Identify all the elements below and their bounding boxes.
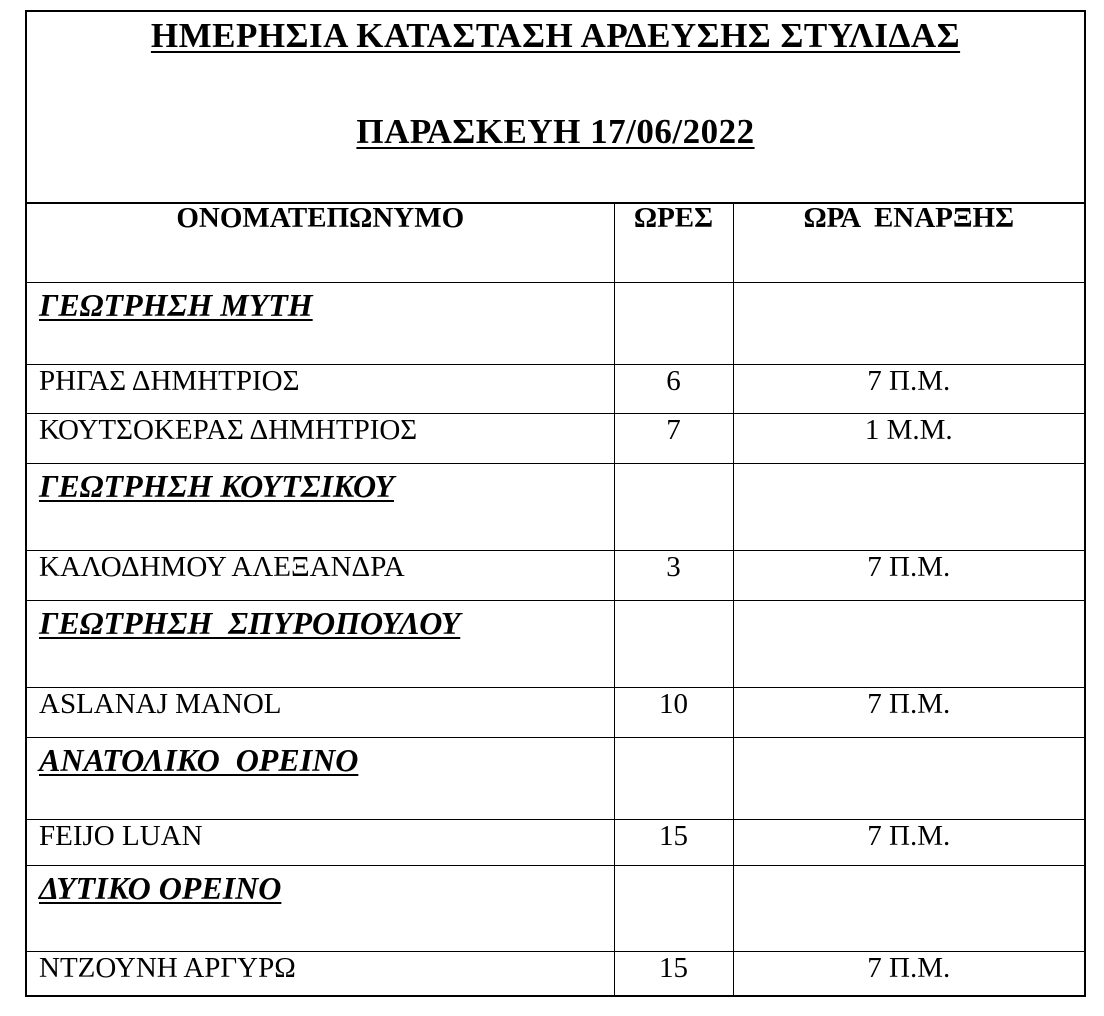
row-name: ΝΤΖΟΥΝΗ ΑΡΓΥΡΩ (27, 951, 614, 996)
row-hours: 3 (614, 550, 733, 600)
row-name: ΚΑΛΟΔΗΜΟΥ ΑΛΕΞΑΝΔΡΑ (27, 550, 614, 600)
row-start-time: 1 Μ.Μ. (733, 413, 1084, 463)
section-row (27, 737, 1084, 819)
row-start-time: 7 Π.Μ. (733, 951, 1084, 996)
table-row (27, 951, 1084, 996)
row-hours: 6 (614, 364, 733, 413)
row-hours: 10 (614, 687, 733, 737)
row-hours: 7 (614, 413, 733, 463)
table-row (27, 687, 1084, 737)
row-start-time: 7 Π.Μ. (733, 550, 1084, 600)
row-start-time: 7 Π.Μ. (733, 364, 1084, 413)
row-hours: 15 (614, 819, 733, 865)
section-label: ΓΕΩΤΡΗΣΗ ΜΥΤΗ (39, 286, 313, 323)
section-row (27, 600, 1084, 687)
row-name: ASLANAJ MANOL (27, 687, 614, 737)
document-sheet (25, 10, 1086, 997)
row-hours: 15 (614, 951, 733, 996)
header-hours: ΩΡΕΣ (614, 202, 733, 282)
row-start-time: 7 Π.Μ. (733, 819, 1084, 865)
section-label: ΓΕΩΤΡΗΣΗ ΣΠΥΡΟΠΟΥΛΟΥ (39, 604, 461, 641)
header-name: ΟΝΟΜΑΤΕΠΩΝΥΜΟ (27, 202, 614, 282)
row-name: ΚΟΥΤΣΟΚΕΡΑΣ ΔΗΜΗΤΡΙΟΣ (27, 413, 614, 463)
section-label: ΑΝΑΤΟΛΙΚΟ ΟΡΕΙΝΟ (39, 741, 359, 778)
section-row (27, 463, 1084, 550)
section-row (27, 282, 1084, 364)
table-row (27, 550, 1084, 600)
document-title: ΗΜΕΡΗΣΙΑ ΚΑΤΑΣΤΑΣΗ ΑΡΔΕΥΣΗΣ ΣΤΥΛΙΔΑΣ (150, 16, 961, 55)
row-name: FEIJO LUAN (27, 819, 614, 865)
document-date: ΠΑΡΑΣΚΕΥΗ 17/06/2022 (356, 112, 755, 151)
header-start-time: ΩΡΑ ΕΝΑΡΞΗΣ (733, 202, 1084, 282)
table-row (27, 364, 1084, 413)
row-start-time: 7 Π.Μ. (733, 687, 1084, 737)
row-name: ΡΗΓΑΣ ΔΗΜΗΤΡΙΟΣ (27, 364, 614, 413)
irrigation-table (27, 202, 1084, 996)
table-header-row (27, 202, 1084, 282)
title-block (27, 12, 1084, 204)
table-row (27, 413, 1084, 463)
section-label: ΓΕΩΤΡΗΣΗ ΚΟΥΤΣΙΚΟΥ (39, 467, 394, 504)
section-row (27, 865, 1084, 951)
section-label: ΔΥΤΙΚΟ ΟΡΕΙΝΟ (39, 869, 282, 906)
table-row (27, 819, 1084, 865)
